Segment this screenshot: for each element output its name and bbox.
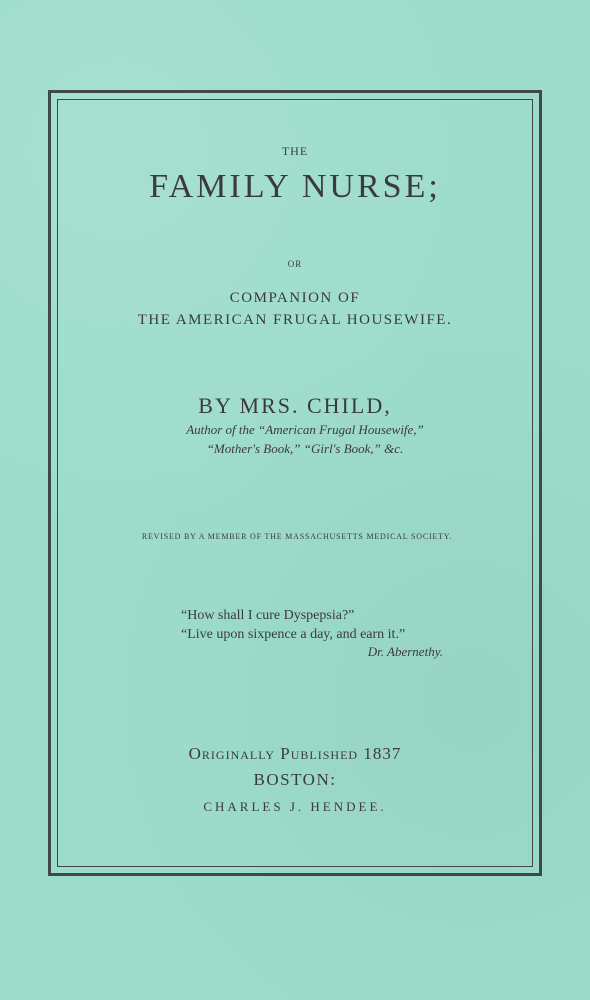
pretitle: THE [281, 144, 309, 158]
publication-place: BOSTON: [253, 770, 337, 789]
subtitle-line-1: COMPANION OF [229, 290, 361, 306]
author-note-line-2: “Mother's Book,” “Girl's Book,” &c. [206, 441, 404, 456]
epigraph-author: Dr. Abernethy. [367, 644, 443, 659]
epigraph-line-2: “Live upon sixpence a day, and earn it.” [181, 627, 406, 642]
publisher-name: CHARLES J. HENDEE. [203, 799, 387, 814]
book-title: FAMILY NURSE; [149, 168, 441, 205]
epigraph-line-1: “How shall I cure Dyspepsia?” [181, 608, 355, 623]
author-note-line-1: Author of the “American Frugal Housewife,” [186, 422, 424, 437]
publication-line: Originally Published 1837 [188, 744, 402, 763]
or-text: OR [287, 259, 303, 269]
subtitle-line-2: THE AMERICAN FRUGAL HOUSEWIFE. [137, 312, 453, 328]
author-byline: BY MRS. CHILD, [198, 393, 392, 418]
revised-note: REVISED BY A MEMBER OF THE MASSACHUSETTS MEDICAL SOCIETY. [141, 532, 453, 541]
